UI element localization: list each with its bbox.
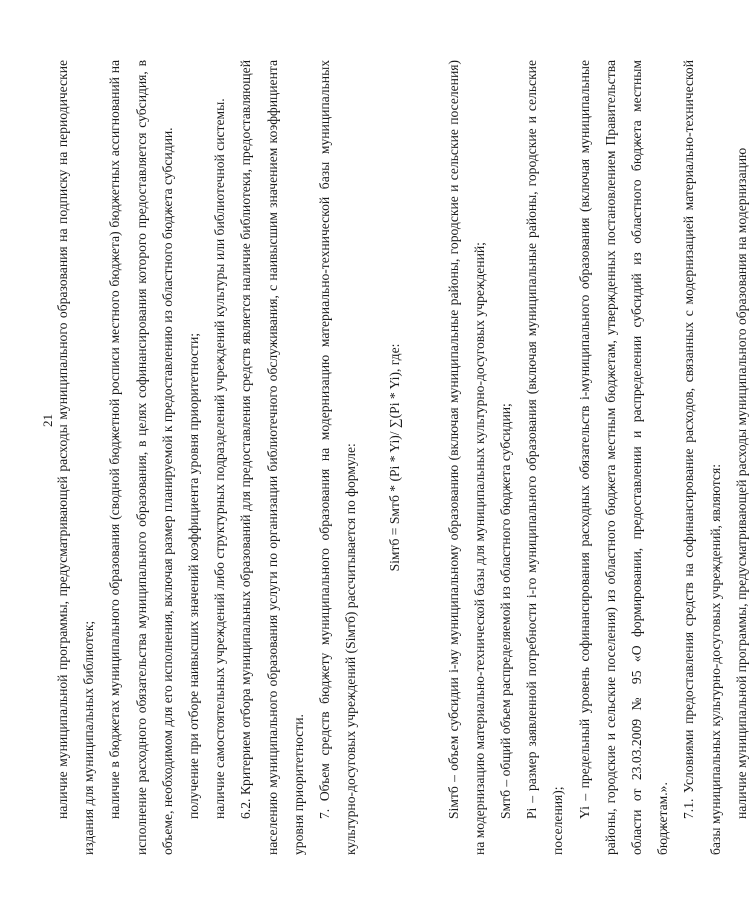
paragraph-3: получение при отборе наивысших значений коэффициента уровня приоритетности;	[186, 332, 202, 819]
paragraph-last: наличие муниципальной программы, предусматривающей расходы муниципального образования на модернизацию	[733, 147, 749, 819]
page-number: 21	[40, 414, 55, 427]
definition-s: Sмтб – общий объем распределяемой из областного бюджета субсидии;	[498, 403, 514, 819]
paragraph-7-1: 7.1. Условиями предоставления средств на софинансирование расходов, связанных с модернизацией материально-технической базы муниципальных культурно-досуговых учреждений, являются:	[681, 60, 723, 855]
paragraph-1: наличие муниципальной программы, предусматривающей расходы муниципального образования на подписку на периодические издания для муниципальных библиотек;	[55, 60, 97, 855]
definition-p: Pi – размер заявленной потребности i-го муниципального образования (включая муниципальные районы, городские и сельские поселения);	[524, 60, 566, 855]
definition-y: Yi – предельный уровень софинансирования расходных обязательств i-муниципального образования (включая муниципальные районы, городские и сельские поселения) из областного бюджета местным бюджетам, утвержденных постановлением Правительства области от 23.03.2009 № 95 «О формировании, предоставлении и распределении субсидий из областного бюджета местным бюджетам.».	[576, 60, 671, 855]
paragraph-6-2: 6.2. Критерием отбора муниципальных образований для предоставления средств является наличие библиотеки, предоставляющей населению муниципального образования услуги по организации библиотечного обслуживания, с наивысшим значением коэффициента уровня приоритетности.	[238, 60, 306, 855]
paragraph-7: 7. Объем средств бюджету муниципального образования на модернизацию материально-технической базы муниципальных культурно-досуговых учреждений (Siмтб) рассчитывается по формуле:	[317, 60, 359, 855]
paragraph-4: наличие самостоятельных учреждений либо структурных подразделений учреждений культуры или библиотечной системы.	[212, 98, 228, 819]
formula: Siмтб = Sмтб * (Pi * Yi)/ ∑(Pi * Yi), где:	[387, 343, 403, 572]
document-body	[50, 60, 749, 855]
definition-si: Siмтб – объем субсидии i-му муниципальному образованию (включая муниципальные районы, городские и сельские поселения) на модернизацию материально-технической базы для муниципальных культурно-досуговых учреждений;	[445, 60, 487, 855]
paragraph-2: наличие в бюджетах муниципального образования (сводной бюджетной росписи местного бюджета) бюджетных ассигнований на исполнение расходного обязательства муниципального образования, в целях софинансирования которого предоставляется субсидия, в объеме, необходимом для его исполнения, включая размер планируемой к предоставлению из областного бюджета субсидии.	[107, 60, 175, 855]
